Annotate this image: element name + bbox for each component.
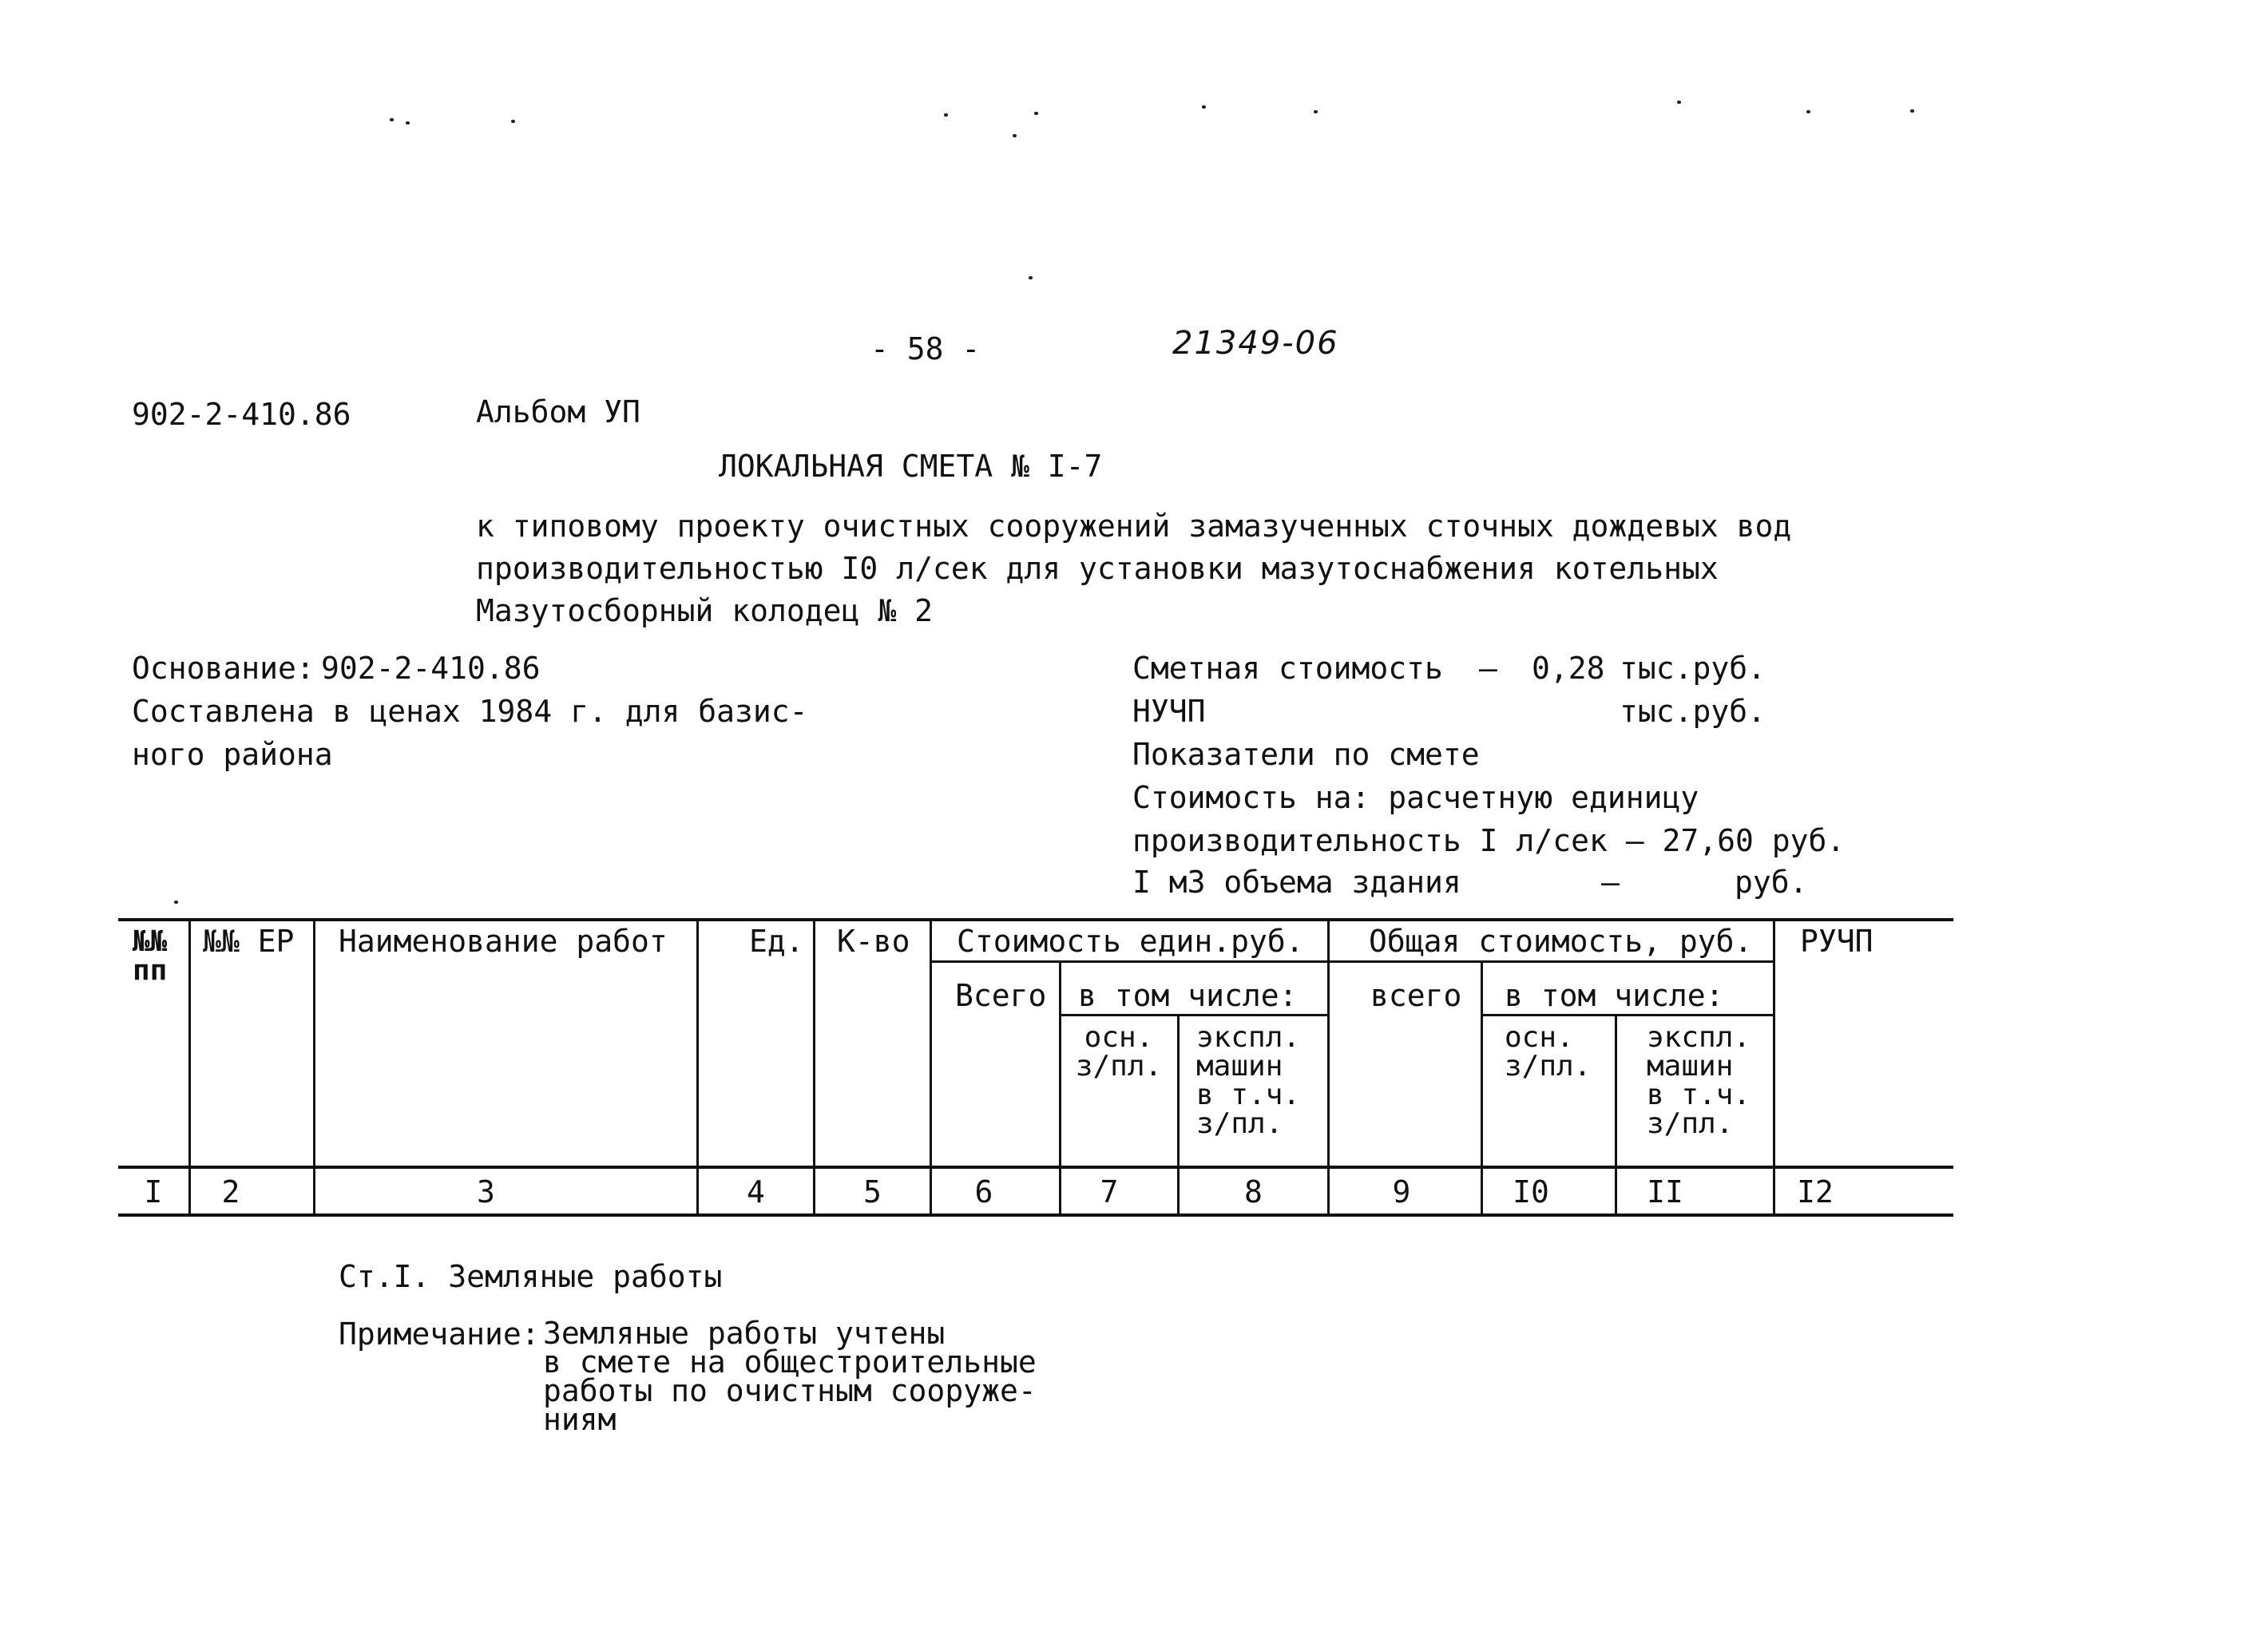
nuchp-unit: тыс.руб. [1620,694,1766,729]
handwritten-code: 21349-06 [1172,325,1339,362]
basis-label: Основание: [132,651,315,686]
nuchp-label: НУЧП [1132,694,1206,729]
col-header-total-incl: в том числе: [1505,978,1724,1013]
table-rule [1481,1014,1774,1016]
scan-speck [1314,110,1318,113]
page-number: - 58 - [870,331,981,366]
col-header-total-base-pay: осн. з/пл. [1505,1021,1592,1083]
scan-speck [406,121,410,125]
note-text: Земляные работы учтены в смете на общестроительные работы по очистным сооруже- ниям [543,1316,1037,1437]
scan-speck [1029,276,1033,279]
indicators-label: Показатели по смете [1132,737,1480,772]
subtitle-line-1: к типовому проекту очистных сооружений замазученных сточных дождевых вод [476,509,1792,544]
table-bottom-rule [118,1213,1953,1217]
estimated-cost-value: 0,28 [1532,651,1605,686]
volume-dash: – [1601,865,1620,900]
col-number: 6 [974,1174,993,1210]
col-number: 8 [1244,1174,1263,1210]
col-header-er-number: №№ ЕР [203,924,295,959]
col-header-total-machines: экспл. машин в т.ч. з/пл. [1647,1021,1751,1140]
table-rule [1059,1014,1329,1016]
col-header-unit-machines: экспл. машин в т.ч. з/пл. [1196,1021,1301,1140]
subtitle-line-3: Мазутосборный колодец № 2 [476,593,933,628]
col-header-ruchp: РУЧП [1800,924,1873,959]
table-col-rule [813,918,815,1215]
subtitle-line-2: производительностью I0 л/сек для установки мазутоснабжения котельных [476,551,1719,586]
col-number: 7 [1100,1174,1119,1210]
table-col-rule [1773,918,1775,1215]
scan-speck [174,901,178,904]
table-col-rule [1327,918,1330,1215]
volume-label: I м3 объема здания [1132,865,1461,900]
estimated-cost-unit: тыс.руб. [1620,651,1766,686]
col-header-unit-total: Всего [955,978,1047,1013]
col-header-total-total: всего [1370,978,1462,1013]
col-header-unit: Ед. [749,924,804,959]
col-header-unit-cost: Стоимость един.руб. [957,924,1304,959]
estimated-cost-dash: – [1479,651,1497,686]
scan-speck [944,113,948,117]
col-number: II [1647,1174,1683,1210]
scan-speck [1202,105,1206,109]
note-label: Примечание: [339,1316,540,1352]
col-header-quantity: К-во [837,924,910,959]
table-col-rule [188,918,191,1215]
scan-speck [1677,101,1681,104]
col-number: 5 [863,1174,882,1210]
table-rule [930,960,1774,963]
table-col-rule [696,918,699,1215]
col-number: 4 [747,1174,765,1210]
scan-speck [1013,134,1017,137]
estimated-cost-label: Сметная стоимость [1132,651,1443,686]
table-col-rule [930,918,932,1215]
col-number: 2 [221,1174,240,1210]
col-header-unit-base-pay: осн. з/пл. [1075,1021,1163,1083]
scan-speck [1806,110,1810,113]
table-col-rule [313,918,315,1215]
col-number: I [144,1174,163,1210]
scan-speck [1034,112,1038,115]
section-title: Ст.I. Земляные работы [339,1259,723,1294]
col-number: I2 [1797,1174,1834,1210]
project-code: 902-2-410.86 [132,397,351,432]
scan-speck [1910,109,1914,113]
col-header-unit-incl: в том числе: [1078,978,1298,1013]
scan-speck [390,118,394,121]
volume-unit: руб. [1735,865,1808,900]
document-title: ЛОКАЛЬНАЯ СМЕТА № I-7 [719,449,1103,484]
col-header-row-number: №№ пп [133,925,168,987]
album-label: Альбом УП [476,394,640,430]
col-header-work-name: Наименование работ [339,924,668,959]
table-rule [118,1166,1953,1169]
basis-value: 902-2-410.86 [321,651,541,686]
basis-line-2: Составлена в ценах 1984 г. для базис- [132,694,808,729]
cost-per-label: Стоимость на: расчетную единицу [1132,780,1699,815]
col-number: 9 [1392,1174,1411,1210]
scan-speck [511,120,515,123]
basis-line-3: ного района [132,737,333,772]
col-header-total-cost: Общая стоимость, руб. [1369,924,1753,959]
table-top-rule [118,918,1953,921]
col-number: 3 [477,1174,495,1210]
productivity-line: производительность I л/сек – 27,60 руб. [1132,823,1846,858]
col-number: I0 [1513,1174,1549,1210]
